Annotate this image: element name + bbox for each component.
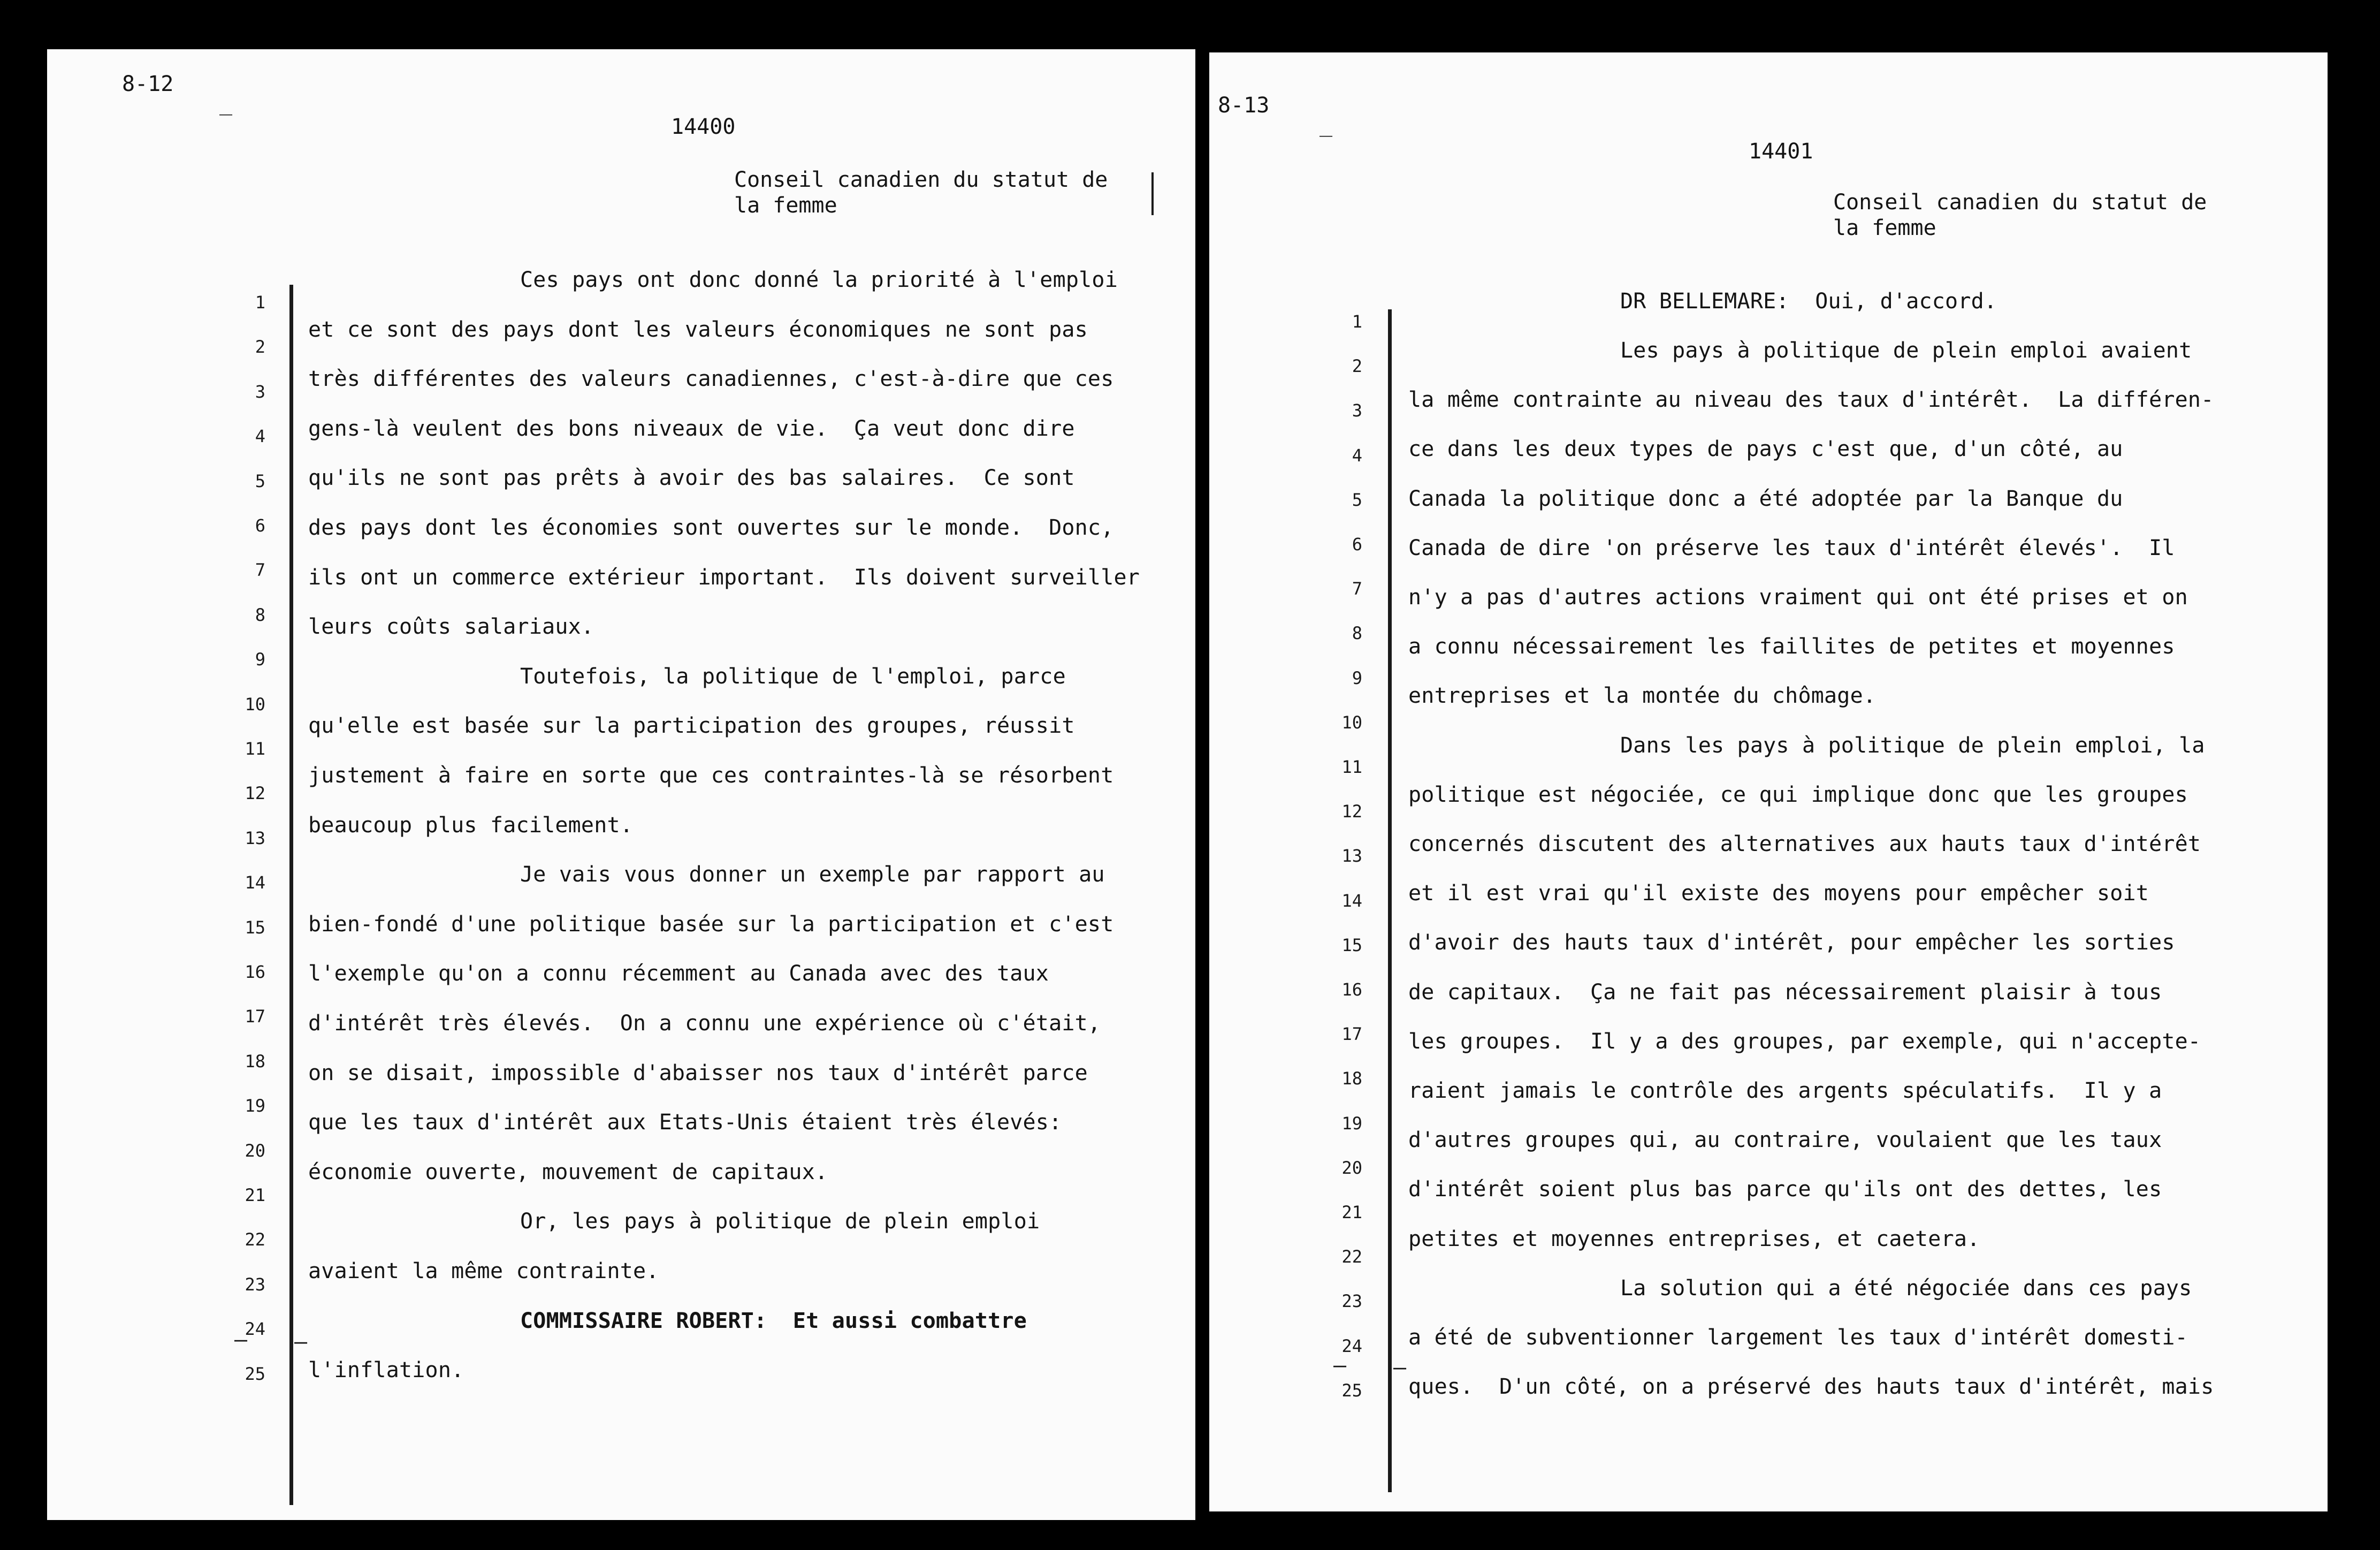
transcript-line: de capitaux. Ça ne fait pas nécessairement plaisir à tous [1408, 979, 2162, 1005]
margin-line-number: 5 [255, 470, 265, 491]
transcript-line: Dans les pays à politique de plein emploi, la [1620, 733, 2205, 758]
right-transcript-page [1209, 52, 2328, 1511]
transcript-line: Les pays à politique de plein emploi avaient [1620, 338, 2192, 363]
margin-line-number: 6 [255, 515, 265, 536]
top-margin-dash: _ [219, 91, 233, 116]
margin-line-number: 7 [1352, 579, 1362, 599]
speaker-line: DR BELLEMARE: Oui, d'accord. [1620, 289, 1997, 314]
transcript-line: très différentes des valeurs canadiennes, c'est-à-dire que ces [308, 367, 1114, 392]
margin-line-number: 16 [1341, 979, 1362, 1000]
margin-line-number: 1 [1352, 311, 1362, 332]
page-number: 14400 [671, 115, 736, 139]
margin-line-number: 2 [1352, 356, 1362, 377]
margin-line-number: 17 [245, 1006, 265, 1027]
margin-line-number: 1 [255, 292, 265, 313]
margin-line-number: 2 [255, 337, 265, 358]
margin-line-number: 11 [1341, 757, 1362, 777]
header-line-1: Conseil canadien du statut de [734, 168, 1108, 192]
transcript-line: beaucoup plus facilement. [308, 812, 634, 838]
margin-line-number: 22 [1341, 1247, 1362, 1267]
page-folio: 8-13 [1218, 93, 1270, 118]
margin-line-number: 9 [1352, 667, 1362, 688]
transcript-line: ils ont un commerce extérieur important. Ils doivent surveiller [308, 565, 1140, 590]
top-margin-dash: _ [1319, 112, 1333, 137]
margin-line-number: 13 [1341, 846, 1362, 867]
transcript-line: avaient la même contrainte. [308, 1259, 659, 1283]
transcript-line: ce dans les deux types de pays c'est que, d'un côté, au [1408, 437, 2123, 462]
margin-line-number: 7 [255, 560, 265, 581]
page-number: 14401 [1749, 139, 1813, 164]
margin-line-number: 24 [245, 1319, 265, 1340]
transcript-line: économie ouverte, mouvement de capitaux. [308, 1159, 828, 1184]
margin-line-number: 18 [1341, 1068, 1362, 1089]
left-transcript-page [47, 49, 1195, 1520]
transcript-line: d'intérêt soient plus bas parce qu'ils ont des dettes, les [1408, 1177, 2162, 1202]
transcript-line: l'inflation. [308, 1358, 464, 1383]
transcript-line: leurs coûts salariaux. [308, 614, 594, 640]
transcript-line: qu'ils ne sont pas prêts à avoir des bas salaires. Ce sont [308, 466, 1075, 491]
margin-line-number: 21 [245, 1185, 265, 1205]
transcript-line: d'avoir des hauts taux d'intérêt, pour empêcher les sorties [1408, 930, 2175, 955]
margin-line-number: 12 [1341, 801, 1362, 822]
transcript-line: on se disait, impossible d'abaisser nos taux d'intérêt parce [308, 1060, 1088, 1085]
transcript-line: l'exemple qu'on a connu récemment au Canada avec des taux [308, 961, 1049, 986]
header-side-rule [1151, 172, 1154, 215]
transcript-line: d'intérêt très élevés. On a connu une expérience où c'était, [308, 1011, 1101, 1036]
transcript-line: entreprises et la montée du chômage. [1408, 683, 1876, 709]
margin-line-number: 6 [1352, 534, 1362, 554]
margin-line-number: 21 [1341, 1202, 1362, 1222]
margin-line-number: 3 [255, 381, 265, 402]
transcript-line: politique est négociée, ce qui implique donc que les groupes [1408, 782, 2188, 807]
transcript-line: Or, les pays à politique de plein emploi [520, 1209, 1040, 1234]
header-line-2: la femme [734, 193, 837, 218]
transcript-line: concernés discutent des alternatives aux hauts taux d'intérêt [1408, 832, 2201, 856]
speaker-line: COMMISSAIRE ROBERT: Et aussi combattre [520, 1308, 1027, 1333]
margin-line-number: 14 [245, 872, 265, 893]
transcript-line: d'autres groupes qui, au contraire, voulaient que les taux [1408, 1128, 2162, 1153]
margin-line-number: 19 [1341, 1113, 1362, 1134]
transcript-line: n'y a pas d'autres actions vraiment qui ont été prises et on [1408, 585, 2188, 610]
margin-line-number: 15 [245, 917, 265, 938]
margin-line-number: 24 [1341, 1335, 1362, 1356]
transcript-line: bien-fondé d'une politique basée sur la participation et c'est [308, 911, 1114, 937]
header-line-2: la femme [1833, 216, 1936, 240]
transcript-line: La solution qui a été négociée dans ces pays [1620, 1275, 2192, 1301]
transcript-line: justement à faire en sorte que ces contraintes-là se résorbent [308, 763, 1114, 788]
line-25-tick-right: – [1393, 1355, 1407, 1380]
margin-line-number: 10 [245, 694, 265, 715]
transcript-line: des pays dont les économies sont ouvertes sur le monde. Donc, [308, 515, 1114, 540]
transcript-line: a connu nécessairement les faillites de petites et moyennes [1408, 634, 2175, 659]
margin-line-number: 13 [245, 827, 265, 848]
margin-line-number: 20 [1341, 1157, 1362, 1178]
page-folio: 8-12 [122, 72, 174, 96]
margin-line-number: 20 [245, 1140, 265, 1161]
transcript-line: et ce sont des pays dont les valeurs économiques ne sont pas [308, 317, 1088, 342]
transcript-line: la même contrainte au niveau des taux d'intérêt. La différen- [1408, 388, 2214, 413]
margin-line-number: 16 [245, 962, 265, 982]
line-25-tick: — [234, 1327, 248, 1352]
transcript-line: Canada de dire 'on préserve les taux d'intérêt élevés'. Il [1408, 535, 2175, 560]
transcript-line: Je vais vous donner un exemple par rapport au [520, 862, 1105, 887]
margin-line-number: 25 [245, 1363, 265, 1384]
margin-line-number: 25 [1341, 1380, 1362, 1401]
margin-line-number: 4 [255, 426, 265, 447]
margin-line-number: 23 [245, 1274, 265, 1295]
transcript-line: et il est vrai qu'il existe des moyens pour empêcher soit [1408, 881, 2149, 906]
margin-line-number: 11 [245, 739, 265, 759]
margin-line-number: 8 [1352, 623, 1362, 644]
margin-line-number: 9 [255, 649, 265, 670]
margin-line-number: 23 [1341, 1291, 1362, 1312]
margin-line-number: 22 [245, 1229, 265, 1250]
transcript-line: Toutefois, la politique de l'emploi, parce [520, 664, 1066, 689]
transcript-line: qu'elle est basée sur la participation des groupes, réussit [308, 713, 1075, 739]
margin-line-number: 18 [245, 1051, 265, 1072]
margin-line-number: 12 [245, 783, 265, 804]
line-25-tick-right: – [294, 1329, 308, 1354]
header-line-1: Conseil canadien du statut de [1833, 190, 2207, 215]
line-25-tick: — [1333, 1353, 1347, 1378]
transcript-line: ques. D'un côté, on a préservé des hauts taux d'intérêt, mais [1408, 1374, 2214, 1400]
transcript-line: les groupes. Il y a des groupes, par exemple, qui n'accepte- [1408, 1029, 2201, 1054]
transcript-line: Canada la politique donc a été adoptée par la Banque du [1408, 486, 2123, 511]
left-margin-rule [1388, 309, 1392, 1492]
margin-line-number: 8 [255, 604, 265, 625]
left-margin-rule [289, 285, 293, 1505]
transcript-line: petites et moyennes entreprises, et caetera. [1408, 1226, 1980, 1251]
margin-line-number: 17 [1341, 1024, 1362, 1045]
transcript-line: a été de subventionner largement les taux d'intérêt domesti- [1408, 1325, 2188, 1350]
transcript-line: raient jamais le contrôle des argents spéculatifs. Il y a [1408, 1078, 2162, 1103]
margin-line-number: 4 [1352, 445, 1362, 466]
margin-line-number: 5 [1352, 489, 1362, 510]
transcript-line: que les taux d'intérêt aux Etats-Unis étaient très élevés: [308, 1110, 1062, 1135]
margin-line-number: 19 [245, 1096, 265, 1116]
margin-line-number: 14 [1341, 890, 1362, 911]
margin-line-number: 10 [1341, 712, 1362, 733]
margin-line-number: 15 [1341, 934, 1362, 955]
transcript-line: gens-là veulent des bons niveaux de vie. Ça veut donc dire [308, 416, 1075, 441]
margin-line-number: 3 [1352, 400, 1362, 421]
transcript-line: Ces pays ont donc donné la priorité à l'emploi [520, 268, 1118, 292]
